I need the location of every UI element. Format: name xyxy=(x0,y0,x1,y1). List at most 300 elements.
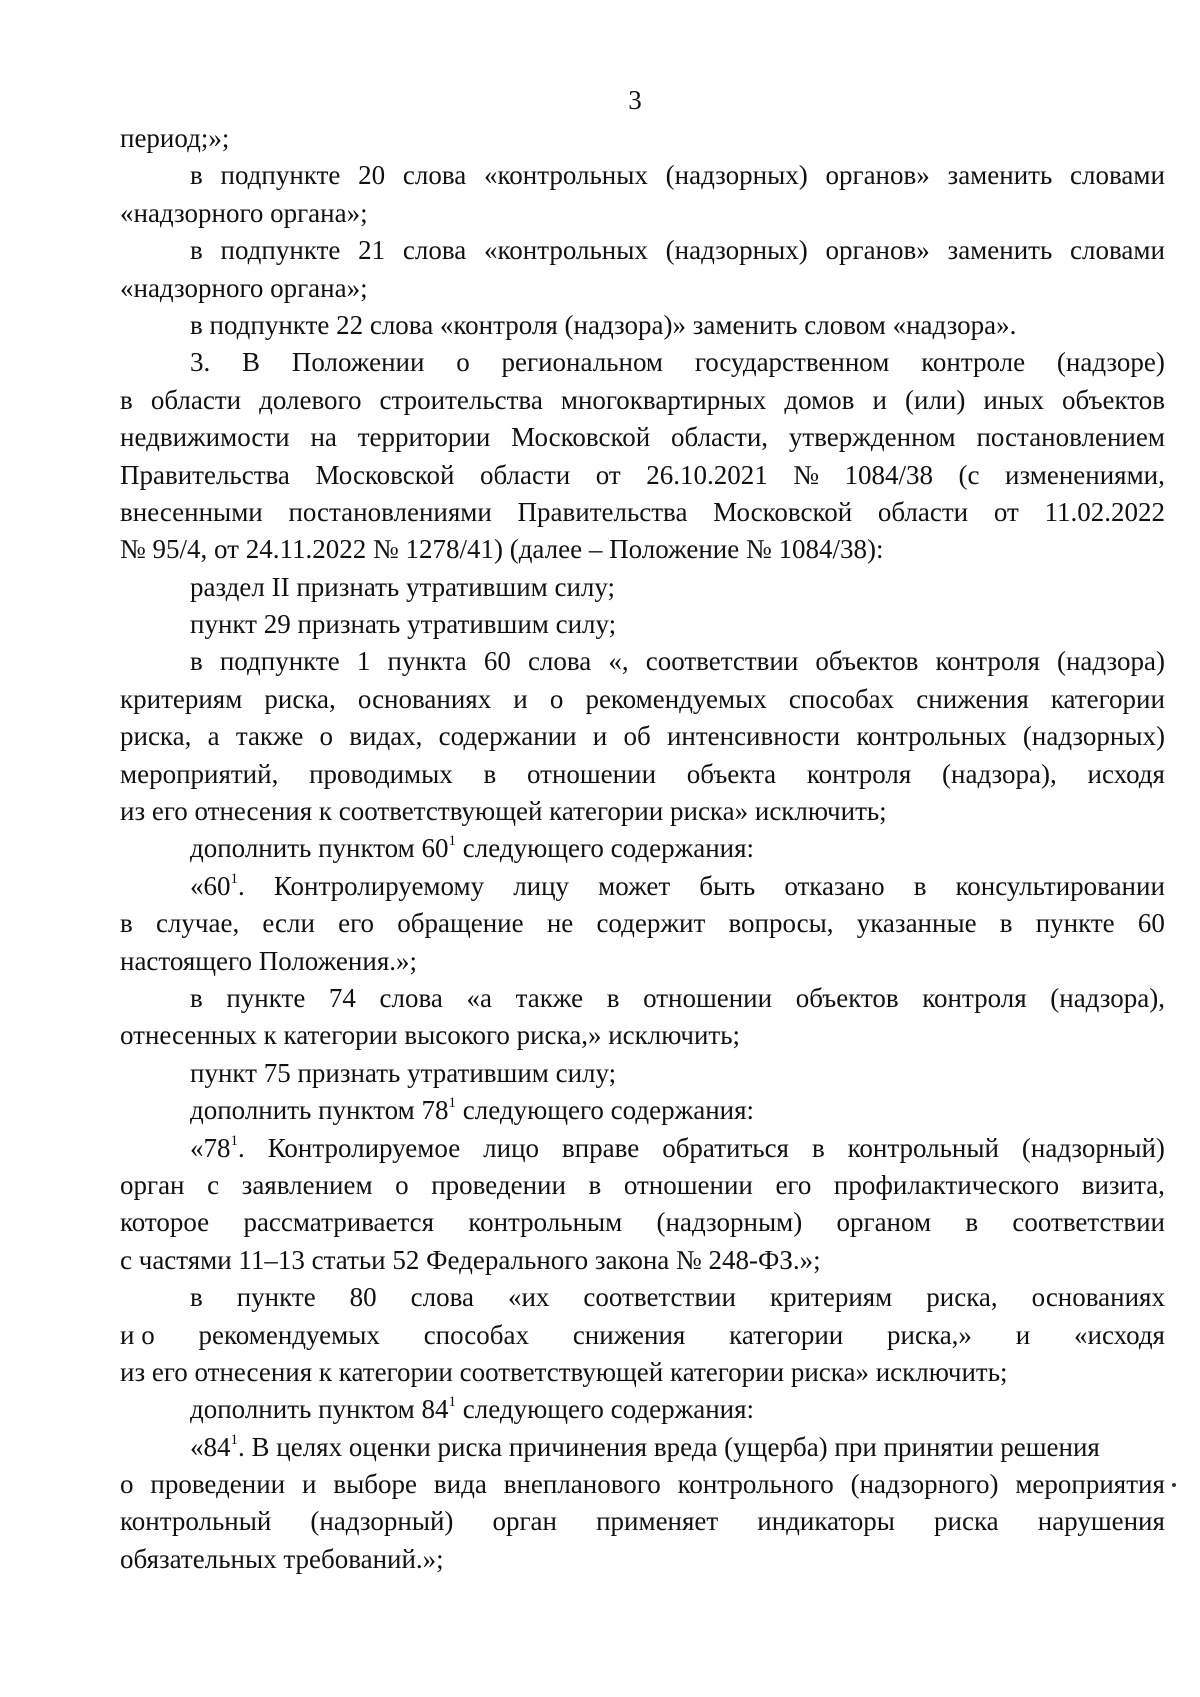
text-line xyxy=(120,195,1165,232)
word-text: способах xyxy=(423,1319,529,1350)
text-line xyxy=(120,943,1165,980)
word xyxy=(259,382,361,419)
word xyxy=(905,382,965,419)
word-text: контроля xyxy=(806,758,912,789)
word-text: контроля xyxy=(935,646,1040,677)
word xyxy=(887,1317,972,1354)
word-text: содержании xyxy=(438,721,577,752)
word xyxy=(878,494,968,531)
word xyxy=(646,457,768,494)
word xyxy=(561,382,766,419)
word xyxy=(528,643,591,680)
word xyxy=(302,1466,316,1503)
word-text: соответствии xyxy=(1012,1207,1165,1238)
word xyxy=(666,157,808,194)
text-line xyxy=(120,494,1165,531)
word xyxy=(207,1167,219,1204)
word-text: постановлением xyxy=(976,422,1165,453)
word-text: которое xyxy=(120,1207,210,1238)
word-text: не xyxy=(546,908,574,939)
word xyxy=(624,1167,753,1204)
word xyxy=(243,1204,434,1241)
word xyxy=(190,1279,203,1316)
word xyxy=(1016,1317,1030,1354)
word xyxy=(851,1466,999,1503)
word-text: Положении xyxy=(291,347,425,378)
word xyxy=(589,1167,602,1204)
word-text: подпункте xyxy=(220,235,341,266)
word xyxy=(120,1167,185,1204)
text-line xyxy=(120,830,1165,867)
word xyxy=(468,1204,622,1241)
word-text: домов xyxy=(784,384,855,415)
word xyxy=(226,980,305,1017)
word-text: заменить xyxy=(947,235,1053,266)
word xyxy=(424,1317,529,1354)
word xyxy=(221,157,341,194)
word-text: области, xyxy=(671,422,769,453)
word-text: постановлениями xyxy=(288,496,492,527)
word-text: пункте xyxy=(1035,908,1115,939)
superscript: 1 xyxy=(230,870,238,887)
word xyxy=(403,157,466,194)
word-text: (надзорных) xyxy=(665,235,808,266)
word xyxy=(550,681,564,718)
word-text: недвижимости xyxy=(120,422,290,453)
text-line xyxy=(120,1466,1165,1503)
word xyxy=(358,232,385,269)
word-text: отказано xyxy=(784,870,885,901)
word xyxy=(687,756,776,793)
word xyxy=(403,232,466,269)
word-text: объектов xyxy=(795,982,899,1013)
word-text: 80 xyxy=(349,1282,377,1313)
word xyxy=(120,457,290,494)
word-text: указанные xyxy=(856,908,977,939)
word-text: (надзорный) xyxy=(310,1506,454,1537)
text-run: «надзорного органа»; xyxy=(120,197,368,228)
text-run: период;»; xyxy=(120,123,230,153)
word-text: интенсивности xyxy=(666,721,841,752)
text-line xyxy=(120,270,1165,307)
word xyxy=(120,681,242,718)
word xyxy=(1032,1279,1165,1316)
word xyxy=(657,1204,803,1241)
word xyxy=(310,419,336,456)
word-text: заменить xyxy=(947,160,1053,191)
word xyxy=(397,905,523,942)
word-text: рекомендуемых xyxy=(198,1319,380,1350)
word-text: и xyxy=(513,683,528,714)
text-run: дополнить пунктом 60 xyxy=(190,833,449,864)
word-text: пункте xyxy=(236,1282,316,1313)
text-line xyxy=(120,718,1165,755)
word-text: проводимых xyxy=(309,758,453,789)
word-text: в xyxy=(190,1282,203,1313)
word xyxy=(994,494,1019,531)
text-line xyxy=(120,1092,1165,1129)
word-text: основаниях xyxy=(1031,1282,1165,1313)
text-line xyxy=(120,1391,1165,1428)
word xyxy=(1062,382,1165,419)
word xyxy=(513,868,569,905)
word xyxy=(934,1503,999,1540)
word-text: (или) xyxy=(905,384,966,415)
word xyxy=(220,643,340,680)
word-text: в xyxy=(811,1132,825,1163)
word-text: Правительства xyxy=(120,459,290,490)
word xyxy=(320,718,334,755)
text-line xyxy=(120,1055,1165,1092)
word-text: 1084/38 xyxy=(844,459,934,490)
word xyxy=(623,718,650,755)
text-line xyxy=(120,1503,1165,1540)
text-run: дополнить пунктом 78 xyxy=(190,1095,449,1126)
word-text: может xyxy=(598,870,671,901)
word xyxy=(380,382,543,419)
text-run: из его отнесения к категории соответствующей категории риска» исключить; xyxy=(120,1356,1008,1387)
text-line xyxy=(120,307,1165,344)
word xyxy=(1070,157,1165,194)
word-text: «контрольных xyxy=(484,235,648,266)
word xyxy=(484,232,648,269)
word-text: быть xyxy=(699,870,756,901)
text-line xyxy=(120,1354,1165,1391)
word-text: риска,» xyxy=(887,1319,972,1350)
text-line xyxy=(120,868,1165,905)
text-line xyxy=(120,382,1165,419)
word-text: подпункте xyxy=(220,160,341,191)
word-text: контрольного xyxy=(677,1469,834,1500)
word xyxy=(662,1130,789,1167)
word xyxy=(492,1503,557,1540)
word-text: контрольных xyxy=(856,721,1007,752)
word xyxy=(466,980,491,1017)
word-text: Правительства xyxy=(517,496,688,527)
word-text: 20 xyxy=(358,160,386,191)
word xyxy=(1000,905,1013,942)
word xyxy=(857,905,977,942)
text-line xyxy=(120,232,1165,269)
word-text: о xyxy=(395,1169,409,1200)
word xyxy=(948,232,1053,269)
word-text: органов» xyxy=(825,235,930,266)
word xyxy=(671,419,768,456)
word-text: в xyxy=(120,384,133,415)
word-text: вправе xyxy=(561,1132,640,1163)
word-text: (надзорных) xyxy=(665,160,808,191)
word-text: отношении xyxy=(643,982,773,1013)
word-text: слова xyxy=(527,646,592,677)
word-text: в xyxy=(999,908,1013,939)
word xyxy=(120,756,278,793)
word-text: 60 xyxy=(483,646,511,677)
word-text: вида xyxy=(433,1469,487,1500)
word xyxy=(120,419,290,456)
word xyxy=(914,868,927,905)
word-text: критериям xyxy=(769,1282,893,1313)
text-line xyxy=(120,756,1165,793)
word-text: мероприятий, xyxy=(120,758,279,789)
text-line xyxy=(120,1167,1165,1204)
word xyxy=(518,494,688,531)
text-run: из его отнесения к соответствующей категории риска» исключить; xyxy=(120,796,887,827)
word xyxy=(757,1503,895,1540)
word-text: в xyxy=(965,1207,979,1238)
word-text: рассматривается xyxy=(243,1207,435,1238)
word xyxy=(151,382,241,419)
word-text: проведении xyxy=(150,1469,286,1500)
word xyxy=(646,643,799,680)
word-text: контрольным xyxy=(468,1207,623,1238)
word-text: в xyxy=(120,908,133,939)
word xyxy=(1057,344,1165,381)
word xyxy=(942,756,1057,793)
text-line xyxy=(120,531,1165,568)
word-text: территории xyxy=(357,422,491,453)
word xyxy=(242,344,260,381)
word xyxy=(845,457,934,494)
word-text: слова xyxy=(410,1282,474,1313)
word-text: снижения xyxy=(572,1319,686,1350)
word-text: о xyxy=(549,683,564,714)
word-text: Московской xyxy=(511,422,651,453)
word xyxy=(784,868,884,905)
word-text: на xyxy=(310,422,337,453)
word xyxy=(948,157,1053,194)
word xyxy=(190,232,203,269)
word-text: его xyxy=(775,1169,812,1200)
word xyxy=(922,980,1026,1017)
word xyxy=(483,1130,539,1167)
word xyxy=(815,643,918,680)
word xyxy=(936,643,1040,680)
word xyxy=(1057,643,1165,680)
word-text: индикаторы xyxy=(757,1506,895,1537)
word-text: в xyxy=(190,982,203,1013)
word xyxy=(236,718,304,755)
word xyxy=(598,868,670,905)
word-text: об xyxy=(623,721,651,752)
text-line xyxy=(120,1279,1165,1316)
word xyxy=(120,1317,155,1354)
word xyxy=(338,905,374,942)
word xyxy=(1036,905,1115,942)
word-text: в xyxy=(913,870,927,901)
word xyxy=(826,232,930,269)
word-text: контроле xyxy=(921,347,1026,378)
word xyxy=(770,1279,892,1316)
word xyxy=(976,419,1165,456)
text-run: раздел II признать утратившим силу; xyxy=(190,571,616,602)
word-text: 3. xyxy=(190,347,211,378)
word xyxy=(221,232,341,269)
word xyxy=(775,1167,811,1204)
word-text: основаниях xyxy=(357,683,492,714)
word xyxy=(1023,718,1165,755)
word xyxy=(965,1204,978,1241)
text-line xyxy=(120,643,1165,680)
word-text: (надзорного) xyxy=(850,1469,999,1500)
word-text: (надзорным) xyxy=(656,1207,803,1238)
word-text: в xyxy=(588,1169,602,1200)
word-text: «их xyxy=(507,1282,550,1313)
word xyxy=(713,494,852,531)
text-run: дополнить пунктом 84 xyxy=(190,1394,449,1425)
text-line xyxy=(120,681,1165,718)
word xyxy=(562,1130,639,1167)
word xyxy=(268,1130,460,1167)
text-run: «надзорного органа»; xyxy=(120,272,368,303)
word xyxy=(190,1130,245,1167)
word-text: объектов xyxy=(1062,384,1165,415)
word-text: многоквартирных xyxy=(560,384,767,415)
word xyxy=(434,1466,487,1503)
word xyxy=(585,681,766,718)
word xyxy=(333,1466,417,1503)
word-text: обратиться xyxy=(662,1132,789,1163)
word xyxy=(784,382,854,419)
word xyxy=(678,1466,834,1503)
text-line xyxy=(120,419,1165,456)
word xyxy=(1038,1503,1165,1540)
word xyxy=(120,718,191,755)
word-text: контрольный xyxy=(847,1132,999,1163)
superscript: 1 xyxy=(230,1132,238,1149)
text-run: с частями 11–13 статьи 52 Федерального закона № 248-ФЗ.»; xyxy=(120,1244,821,1275)
word-text: отношении xyxy=(527,758,657,789)
word-text: словами xyxy=(1070,160,1165,191)
word-text: словами xyxy=(1070,235,1165,266)
word xyxy=(262,905,315,942)
text-run: . В целях оценки риска причинения вреда (ущерба) при принятии решения xyxy=(238,1431,1100,1462)
word-text: 74 xyxy=(328,982,356,1013)
word-text: а xyxy=(207,721,220,752)
word xyxy=(292,344,425,381)
word xyxy=(856,718,1006,755)
word-text: Контролируемому xyxy=(273,870,485,901)
word-text: «контрольных xyxy=(484,160,648,191)
word-text: № xyxy=(793,459,819,490)
text-run: настоящего Положения.»; xyxy=(120,945,417,976)
word-text: 11.02.2022 xyxy=(1044,496,1165,527)
word: . xyxy=(238,1132,245,1163)
word-text: и xyxy=(302,1469,317,1500)
word xyxy=(190,643,203,680)
word-text: применяет xyxy=(596,1506,719,1537)
text-line xyxy=(120,1204,1165,1241)
text-line xyxy=(120,1317,1165,1354)
word-text: с xyxy=(207,1169,220,1200)
word-text: Московской xyxy=(315,459,455,490)
word xyxy=(872,382,886,419)
word xyxy=(431,1167,566,1204)
word xyxy=(120,382,133,419)
word-text: 21 xyxy=(358,235,386,266)
word-text: орган xyxy=(492,1506,557,1537)
word-text: от xyxy=(993,496,1019,527)
word-text: исходя xyxy=(1087,758,1165,789)
word-text: «78 xyxy=(190,1132,231,1163)
word-text: государственном xyxy=(694,347,890,378)
word xyxy=(1050,980,1165,1017)
page-number: 3 xyxy=(628,85,642,115)
word-text: в xyxy=(190,160,203,191)
word-text: «исходя xyxy=(1074,1319,1165,1350)
word-text: органов» xyxy=(825,160,930,191)
word-text: вопросы, xyxy=(728,908,834,939)
word xyxy=(573,1317,685,1354)
word xyxy=(728,905,833,942)
word xyxy=(926,1279,997,1316)
word xyxy=(484,157,648,194)
word xyxy=(1074,1317,1165,1354)
word-text: и xyxy=(1015,1319,1031,1350)
word-text: региональном xyxy=(501,347,664,378)
word xyxy=(527,756,656,793)
word xyxy=(349,718,422,755)
word-text: «, xyxy=(608,646,629,677)
word-text: и о xyxy=(120,1319,155,1350)
word xyxy=(1051,681,1165,718)
word xyxy=(583,1279,736,1316)
word-text: если xyxy=(262,908,315,939)
word xyxy=(508,1279,549,1316)
text-line xyxy=(120,457,1165,494)
text-line xyxy=(120,120,1165,157)
word-text: категории xyxy=(729,1319,844,1350)
word xyxy=(156,905,239,942)
word xyxy=(190,157,203,194)
word xyxy=(593,718,607,755)
word xyxy=(1044,494,1165,531)
word-text: о xyxy=(120,1469,134,1500)
text-line xyxy=(120,157,1165,194)
word xyxy=(667,718,840,755)
word-text: обращение xyxy=(397,908,524,939)
word xyxy=(237,1279,316,1316)
word xyxy=(699,868,755,905)
word-text: консультировании xyxy=(955,870,1165,901)
word xyxy=(789,419,956,456)
text-run: в подпункте 22 слова «контроля (надзора)» заменить словом «надзора». xyxy=(190,309,1017,340)
text-run: пункт 29 признать утратившим силу; xyxy=(190,609,617,640)
text-run: пункт 75 признать утратившим силу; xyxy=(190,1057,617,1088)
text-run: «84 xyxy=(190,1431,231,1462)
word-text: (надзора), xyxy=(1050,982,1165,1013)
word-text: и xyxy=(592,721,608,752)
word xyxy=(120,1466,134,1503)
word-text: (надзора), xyxy=(942,758,1057,789)
word-text: внесенными xyxy=(120,496,263,527)
word xyxy=(358,157,385,194)
word xyxy=(513,681,527,718)
text-line xyxy=(120,1242,1165,1279)
word xyxy=(596,457,621,494)
word-text: слова xyxy=(379,982,443,1013)
word-text: контроля xyxy=(922,982,1027,1013)
word-text: (надзорных) xyxy=(1022,721,1165,752)
word xyxy=(484,643,511,680)
word xyxy=(607,980,620,1017)
word xyxy=(387,643,466,680)
word xyxy=(1005,457,1165,494)
word xyxy=(983,382,1044,419)
word-text: в xyxy=(606,982,620,1013)
document-body xyxy=(120,120,1165,1578)
word xyxy=(1138,905,1165,942)
word xyxy=(120,905,133,942)
